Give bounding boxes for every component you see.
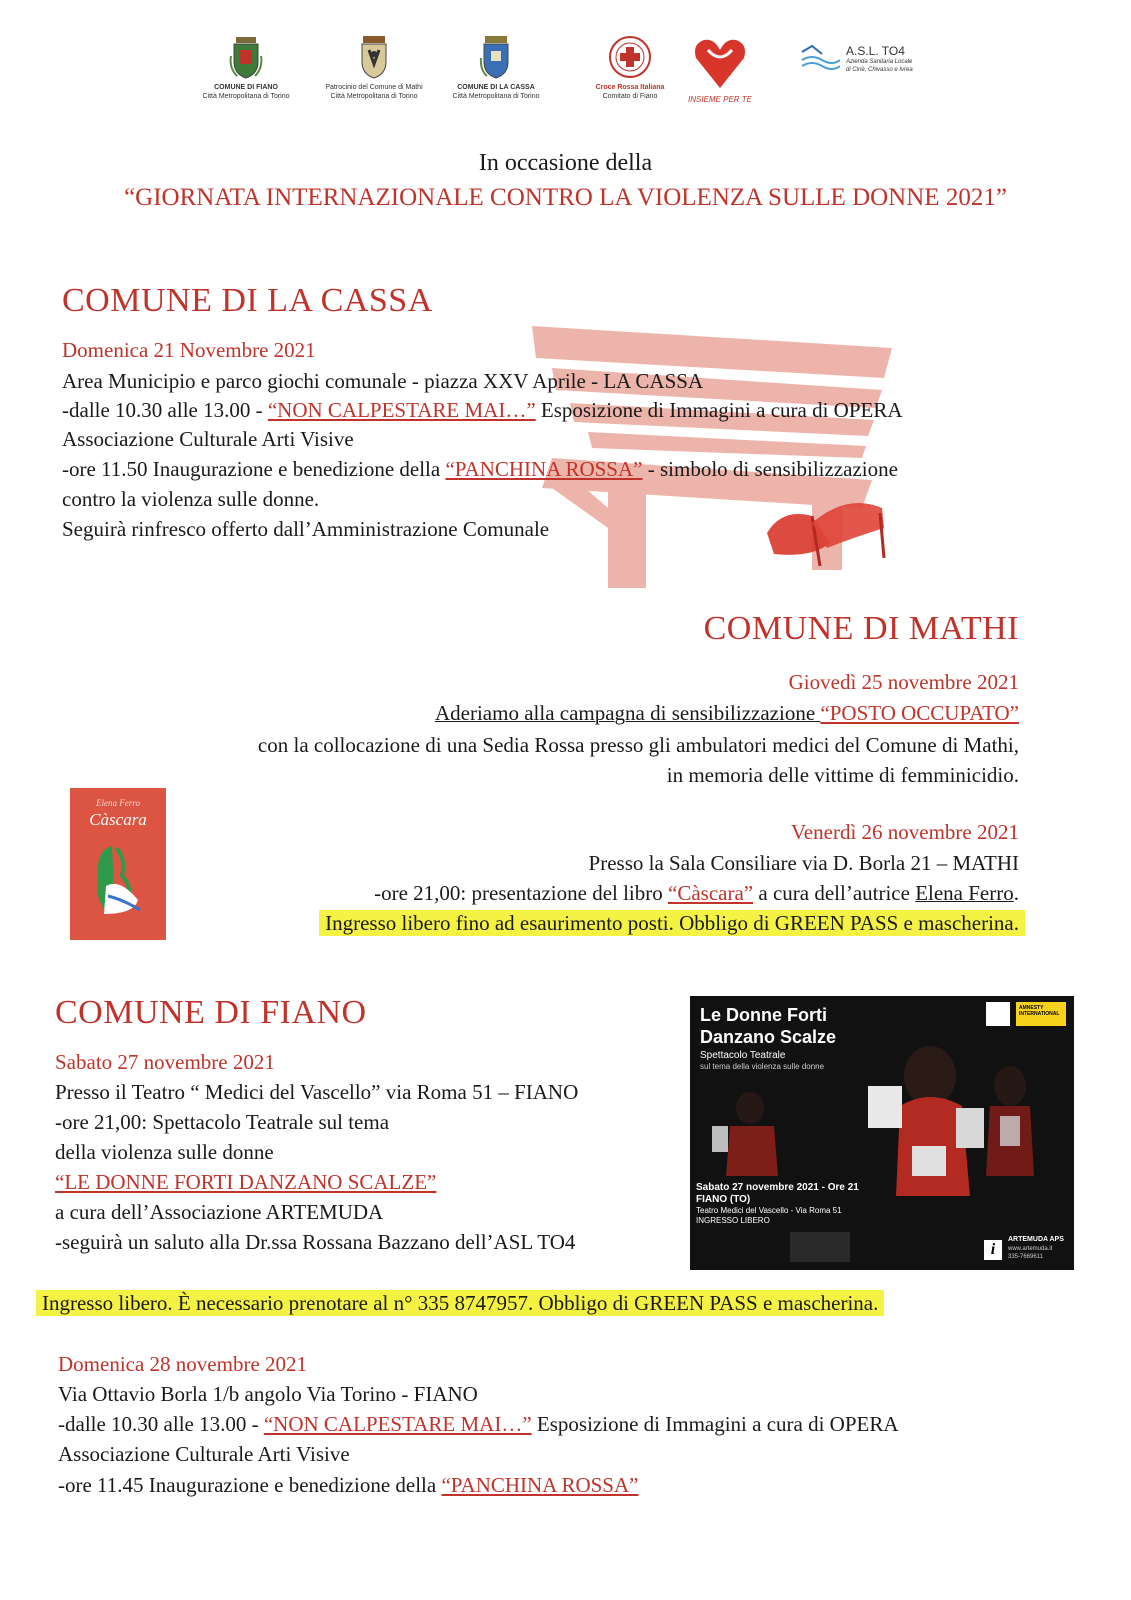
amnesty-logo: AMNESTY INTERNATIONAL <box>1016 1002 1066 1026</box>
exhibition-title: “NON CALPESTARE MAI…” <box>267 398 536 422</box>
mathi-line-campaign <box>435 700 1019 726</box>
fiano-date-2: Domenica 28 novembre 2021 <box>58 1352 308 1376</box>
mathi-date-1: Giovedì 25 novembre 2021 <box>788 670 1019 694</box>
fiano-line-show: -ore 21,00: Spettacolo Teatrale sul tema <box>55 1110 390 1134</box>
logo-caption-line1: COMUNE DI LA CASSA <box>457 84 535 91</box>
logo-croce-rossa <box>590 34 670 101</box>
fiano-line-organizer: a cura dell’Associazione ARTEMUDA <box>55 1200 384 1224</box>
text: - simbolo di sensibilizzazione <box>642 457 898 481</box>
la-cassa-line-symbol: contro la violenza sulle donne. <box>62 487 320 511</box>
poster-date: Sabato 27 novembre 2021 - Ore 21 <box>696 1182 859 1193</box>
mathi-line-venue: Presso la Sala Consiliare via D. Borla 21 – MATHI <box>588 851 1019 875</box>
show-title: “LE DONNE FORTI DANZANO SCALZE” <box>55 1170 437 1194</box>
event-title: “GIORNATA INTERNAZIONALE CONTRO LA VIOLENZA SULLE DONNE 2021” <box>124 184 1007 211</box>
logo-caption-line2: di Ciriè, Chivasso e Ivrea <box>846 67 913 73</box>
mathi-crest-icon <box>357 34 391 80</box>
fiano-date-1: Sabato 27 novembre 2021 <box>55 1050 275 1074</box>
fiano-line-venue: Presso il Teatro “ Medici del Vascello” via Roma 51 – FIANO <box>55 1080 579 1104</box>
exhibition-title: “NON CALPESTARE MAI…” <box>263 1412 532 1436</box>
la-cassa-crest-icon <box>479 34 513 80</box>
fiano-line-exhibition <box>58 1411 899 1437</box>
text: . <box>1013 881 1019 905</box>
logo-caption-line1: Azienda Sanitaria Locale <box>846 59 913 65</box>
mathi-line-book-presentation <box>374 880 1019 906</box>
intro-line: In occasione della <box>478 150 653 176</box>
fiano-heading: COMUNE DI FIANO <box>55 994 367 1031</box>
text: -ore 11.50 Inaugurazione e benedizione della <box>62 457 446 481</box>
logo-caption-line2: Città Metropolitana di Torino <box>202 93 290 100</box>
poster-subtitle-2: sul tema della violenza sulle donne <box>700 1062 825 1071</box>
la-cassa-line-association: Associazione Culturale Arti Visive <box>62 427 354 451</box>
logo-caption-line1: COMUNE DI FIANO <box>214 84 278 91</box>
posto-occupato-title: “POSTO OCCUPATO” <box>820 701 1019 725</box>
logo-comune-mathi <box>314 34 434 101</box>
text: a cura dell’autrice <box>753 881 916 905</box>
text: Esposizione di Immagini a cura di OPERA <box>535 398 903 422</box>
asl-wave-icon <box>800 44 840 70</box>
fiano-booking-notice: Ingresso libero. È necessario prenotare al n° 335 8747957. Obbligo di GREEN PASS e mascherina. <box>36 1290 884 1316</box>
heart-hands-icon <box>690 34 750 92</box>
author-name: Elena Ferro <box>915 881 1014 905</box>
la-cassa-heading: COMUNE DI LA CASSA <box>62 282 433 319</box>
fiano-line-association: Associazione Culturale Arti Visive <box>58 1442 350 1466</box>
panchina-rossa-title: “PANCHINA ROSSA” <box>445 457 643 481</box>
logo-asl-to4 <box>800 44 930 74</box>
fiano-crest-icon <box>229 34 263 80</box>
fiano-line-inauguration <box>58 1472 638 1498</box>
mathi-line-memory: in memoria delle vittime di femminicidio. <box>666 763 1019 787</box>
asl-title: A.S.L. TO4 <box>846 44 905 58</box>
poster-subtitle: Spettacolo Teatrale <box>700 1050 786 1061</box>
mathi-line-chair: con la collocazione di una Sedia Rossa presso gli ambulatori medici del Comune di Mathi, <box>257 733 1019 757</box>
theatre-poster <box>690 996 1074 1270</box>
mathi-date-2: Venerdì 26 novembre 2021 <box>790 820 1019 844</box>
mathi-heading: COMUNE DI MATHI <box>703 610 1019 647</box>
logo-comune-la-cassa <box>446 34 546 101</box>
text: Esposizione di Immagini a cura di OPERA <box>531 1412 899 1436</box>
logo-caption-line2: Città Metropolitana di Torino <box>330 93 418 100</box>
poster-venue: Teatro Medici del Vascello - Via Roma 51 <box>696 1206 842 1215</box>
dancer-logo-icon <box>986 1002 1010 1026</box>
poster-site: www.artemuda.it <box>1008 1246 1053 1252</box>
poster-org: ARTEMUDA APS <box>1008 1236 1064 1243</box>
book-title-quote: “Càscara” <box>668 881 754 905</box>
logo-caption-line2: Città Metropolitana di Torino <box>452 93 540 100</box>
poster-title-1: Le Donne Forti <box>700 1005 827 1025</box>
poster-place: FIANO (TO) <box>696 1194 751 1205</box>
text: Aderiamo alla campagna di sensibilizzazione <box>434 701 821 725</box>
la-cassa-date: Domenica 21 Novembre 2021 <box>62 338 316 362</box>
book-author: Elena Ferro <box>96 798 140 808</box>
panchina-rossa-title: “PANCHINA ROSSA” <box>441 1473 639 1497</box>
fiano-line-greeting: -seguirà un saluto alla Dr.ssa Rossana Bazzano dell’ASL TO4 <box>55 1230 576 1254</box>
la-cassa-line-inauguration <box>62 456 898 482</box>
poster-phone: 335-7669611 <box>1008 1254 1043 1260</box>
info-icon: i <box>984 1240 1002 1260</box>
fiano-line-location-2: Via Ottavio Borla 1/b angolo Via Torino - FIANO <box>58 1382 478 1406</box>
poster-title-2: Danzano Scalze <box>700 1027 837 1047</box>
fiano-line-show-title <box>55 1169 436 1195</box>
logo-caption-line1: INSIEME PER TE <box>687 95 752 104</box>
mathi-entry-notice: Ingresso libero fino ad esaurimento posti. Obbligo di GREEN PASS e mascherina. <box>319 910 1025 936</box>
red-cross-icon <box>607 34 653 80</box>
cascara-book-cover <box>70 788 166 940</box>
logo-caption-line1: Croce Rossa Italiana <box>595 84 665 91</box>
la-cassa-line-exhibition <box>62 397 903 423</box>
book-woman-illustration <box>84 840 154 920</box>
red-bench-illustration <box>512 308 902 598</box>
text: -ore 21,00: presentazione del libro <box>374 881 669 905</box>
logo-comune-fiano <box>196 34 296 101</box>
la-cassa-line-location: Area Municipio e parco giochi comunale - piazza XXV Aprile - LA CASSA <box>62 369 704 393</box>
poster-entry: INGRESSO LIBERO <box>696 1216 770 1225</box>
logo-caption-line1: Patrocinio del Comune di Mathi <box>325 84 423 91</box>
book-title: Càscara <box>89 810 147 829</box>
la-cassa-line-refreshment: Seguirà rinfresco offerto dall’Amministrazione Comunale <box>62 517 550 541</box>
text: -dalle 10.30 alle 13.00 - <box>58 1412 264 1436</box>
logo-caption-line2: Comitato di Fiano <box>602 93 658 100</box>
logo-insieme-per-te <box>680 34 760 104</box>
text: -dalle 10.30 alle 13.00 - <box>62 398 268 422</box>
text: -ore 11.45 Inaugurazione e benedizione della <box>58 1473 442 1497</box>
fiano-line-theme: della violenza sulle donne <box>55 1140 274 1164</box>
